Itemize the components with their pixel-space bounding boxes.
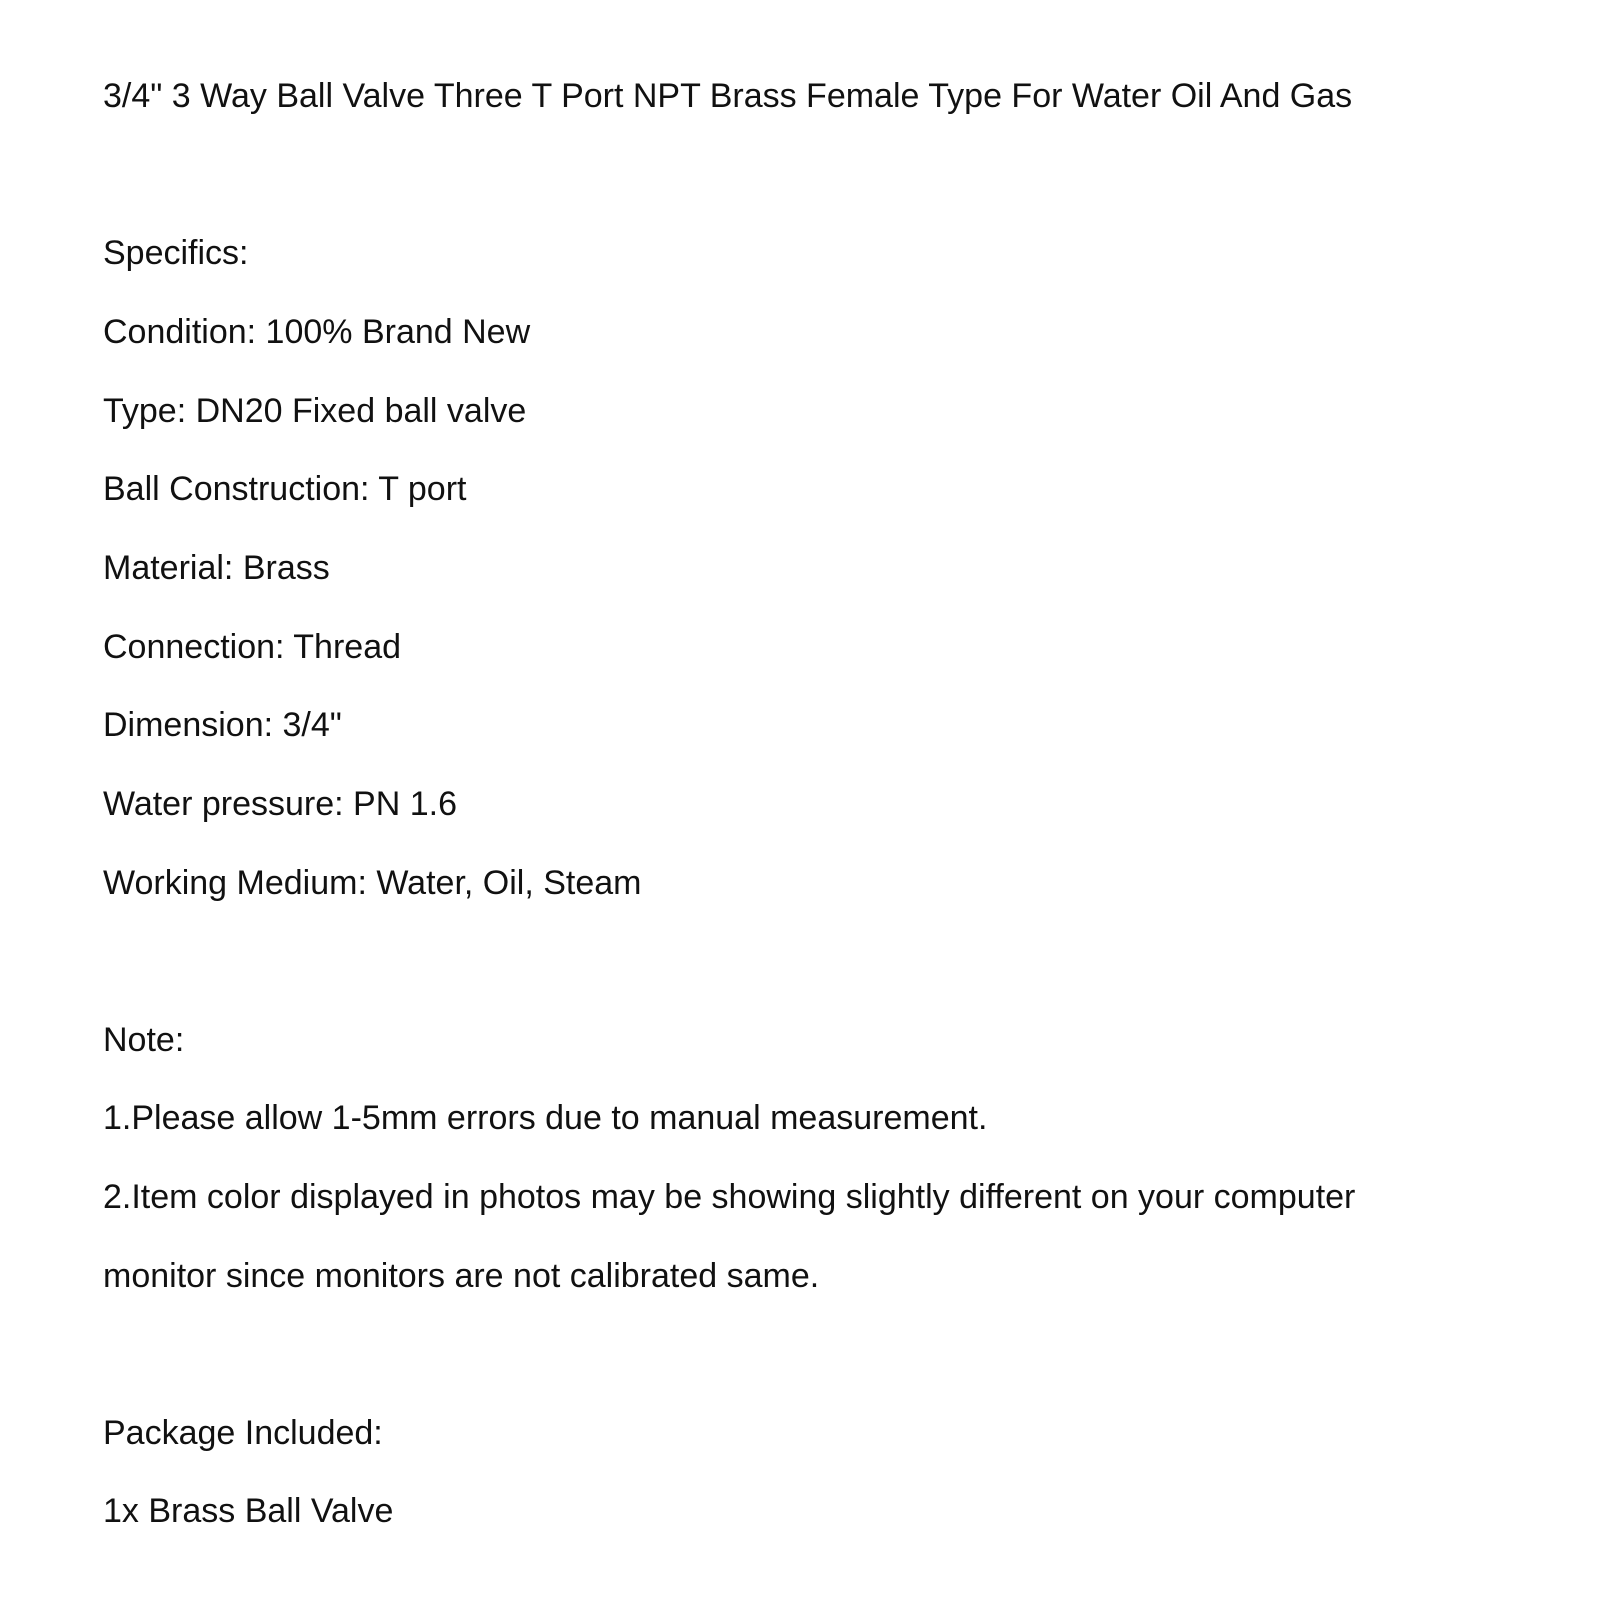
spec-ball-construction: Ball Construction: T port [103,470,467,508]
note-line-1: 1.Please allow 1-5mm errors due to manual measurement. [103,1099,988,1137]
package-heading: Package Included: [103,1414,383,1452]
note-line-3: monitor since monitors are not calibrated same. [103,1257,820,1295]
note-heading: Note: [103,1021,185,1059]
spec-condition: Condition: 100% Brand New [103,313,531,351]
note-line-2: 2.Item color displayed in photos may be showing slightly different on your computer [103,1178,1356,1216]
spec-material: Material: Brass [103,549,330,587]
spec-type: Type: DN20 Fixed ball valve [103,392,527,430]
specifics-heading: Specifics: [103,234,249,272]
spec-working-medium: Working Medium: Water, Oil, Steam [103,864,642,902]
spec-water-pressure: Water pressure: PN 1.6 [103,785,457,823]
spec-connection: Connection: Thread [103,628,402,666]
package-item: 1x Brass Ball Valve [103,1492,394,1530]
product-title: 3/4" 3 Way Ball Valve Three T Port NPT Brass Female Type For Water Oil And Gas [103,77,1353,115]
spec-dimension: Dimension: 3/4" [103,706,342,744]
